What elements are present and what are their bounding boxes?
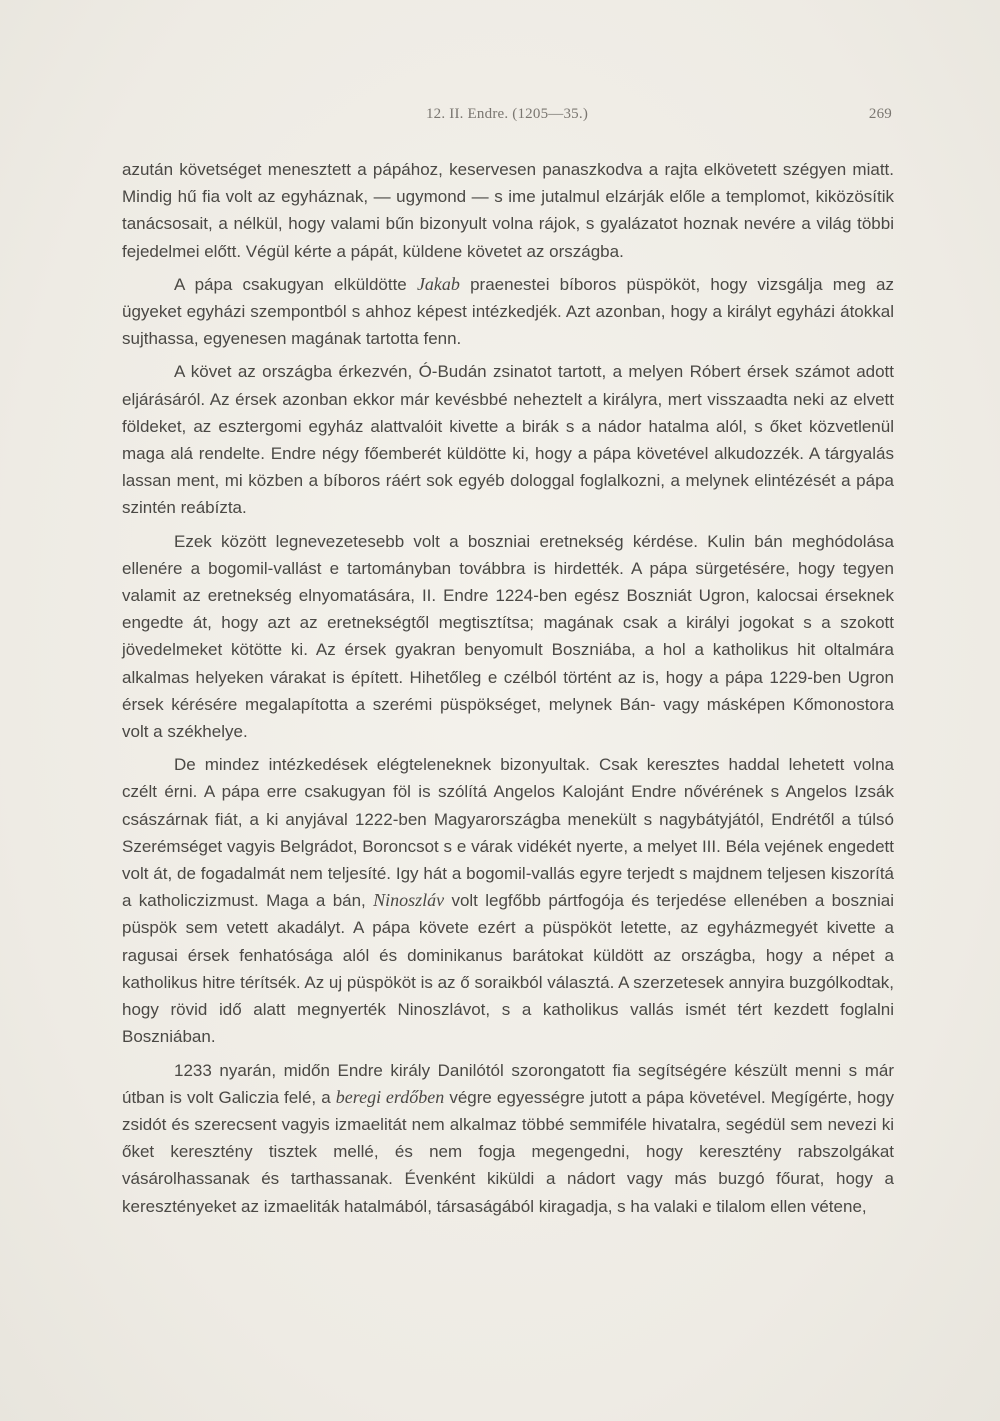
paragraph-2 (122, 271, 894, 353)
paragraph-text: praenestei bíboros püspököt, hogy vizsgálja meg az ügyeket egyházi szempontból s ahhoz képest intézkedjék. Azt azonban, hogy a királyt egyházi átokkal sujthassa, egyenesen magának tartotta fenn. (122, 274, 894, 349)
paragraph-text: A követ az országba érkezvén, Ó-Budán zsinatot tartott, a melyen Róbert érsek számot adott eljárásáról. Az érsek azonban ekkor már kevésbbé neheztelt a királyra, mert visszaadta neki az elvett földeket, az esztergomi egyház alattvalóit kivette a birák s a nádor hatalma alól, s őket közvetlenül maga alá rendelte. Endre négy főemberét küldötte ki, hogy a pápa követével alkudozzék. A tárgyalás lassan ment, mi közben a bíboros ráért sok egyéb dologgal foglalkozni, a melynek elintézését a pápa szintén reábízta. (122, 362, 894, 518)
chapter-title: 12. II. Endre. (1205—35.) (425, 106, 589, 122)
italic-place-beregi-erdoben: beregi erdőben (335, 1086, 445, 1107)
paragraph-text: azután követséget menesztett a pápához, keservesen panaszkodva a rajta elkövetett szégyen miatt. Mindig hű fia volt az egyháznak, — ugymond — s ime jutalmul elzárják előle a templomot, kiközösítik tanácsosait, a nélkül, hogy valami bűn bizonyult volna rájok, s gyalázatot hoznak nevére a világ többi fejedelmei előtt. Végül kérte a pápát, küldene követet az országba. (122, 160, 894, 261)
italic-name-jakab: Jakab (416, 273, 460, 294)
body-text (122, 156, 894, 1226)
paragraph-text: De mindez intézkedések elégteleneknek bizonyultak. Csak keresztes haddal lehetett volna czélt érni. A pápa erre csakugyan föl is szólítá Angelos Kalojánt Endre nővérének s Angelos Izsák császárnak fiát, a ki anyjával 1222-ben Magyarországba menekült s nagybátyjától, Endrétől a túlsó Szerémséget vagyis Belgrádot, Boroncsot s e várak vidékét nyerte, a melyet III. Béla vejének engedett volt át, de fogadalmát nem teljesíté. Igy hát a bogomil-vallás egyre terjedt s majdnem teljesen kiszorítá a katholiczizmust. Maga a bán, (122, 755, 894, 911)
running-head (122, 106, 892, 130)
paragraph-text: 1233 nyarán, midőn Endre király Danilótól szorongatott fia segítségére készült menni s már útban is volt Galiczia felé, a (122, 1060, 894, 1107)
italic-name-ninoszlav: Ninoszláv (373, 890, 445, 911)
paragraph-5 (122, 751, 894, 1050)
paragraph-4 (122, 528, 894, 746)
paragraph-3 (122, 358, 894, 521)
page-number: 269 (868, 106, 892, 122)
paragraph-text: volt legfőbb pártfogója és terjedése ellenében a boszniai püspök sem vetett akadályt. A pápa követe ezért a püspököt letette, az egyházmegyét kivette a ragusai érsek fenhatósága alól és dominikanus barátokat küldött az országba, hogy a népet a katholikus hitre térítsék. Az uj püspököt is az ő soraikból választá. A szerzetesek annyira buzgólkodtak, hogy rövid idő alatt megnyerték Ninoszlávot, s a katholikus vallás ismét tért kezdett foglalni Boszniában. (122, 891, 895, 1047)
paragraph-text: végre egyességre jutott a pápa követével. Megígérte, hogy zsidót és szerecsent vagyis izmaelitát nem alkalmaz többé semmiféle hivatalra, segédül sem nevezi ki őket keresztény tisztek mellé, és nem fogja megengedni, hogy keresztény rabszolgákat vásárolhassanak és tarthassanak. Évenként kiküldi a nádort vagy más buzgó főurat, hogy a keresztényeket az izmaeliták hatalmából, társaságából kiragadja, s ha valaki e tilalom ellen vétene, (122, 1087, 894, 1216)
paragraph-text: A pápa csakugyan elküldötte (174, 274, 407, 294)
paragraph-6 (122, 1057, 894, 1220)
paragraph-1 (122, 156, 894, 265)
paragraph-text: Ezek között legnevezetesebb volt a boszniai eretnekség kérdése. Kulin bán meghódolása ellenére a bogomil-vallást e tartományban továbbra is hirdették. A pápa sürgetésére, hogy tegyen valamit az eretnekség elnyomatására, II. Endre 1224-ben egész Boszniát Ugron, kalocsai érseknek engedte át, hogy azt az eretnekségtől megtisztítsa; magának csak a királyi jogokat s a szokott jövedelmeket kötötte ki. Az érsek gyakran benyomult Boszniába, a hol a katholikus hit oltalmára alkalmas helyeken várakat is épített. Hihetőleg e czélból történt az is, hogy a pápa 1229-ben Ugron érsek kérésére megalapította a szerémi püspökséget, melynek Bán- vagy másképen Kőmonostora volt a székhelye. (122, 531, 894, 742)
